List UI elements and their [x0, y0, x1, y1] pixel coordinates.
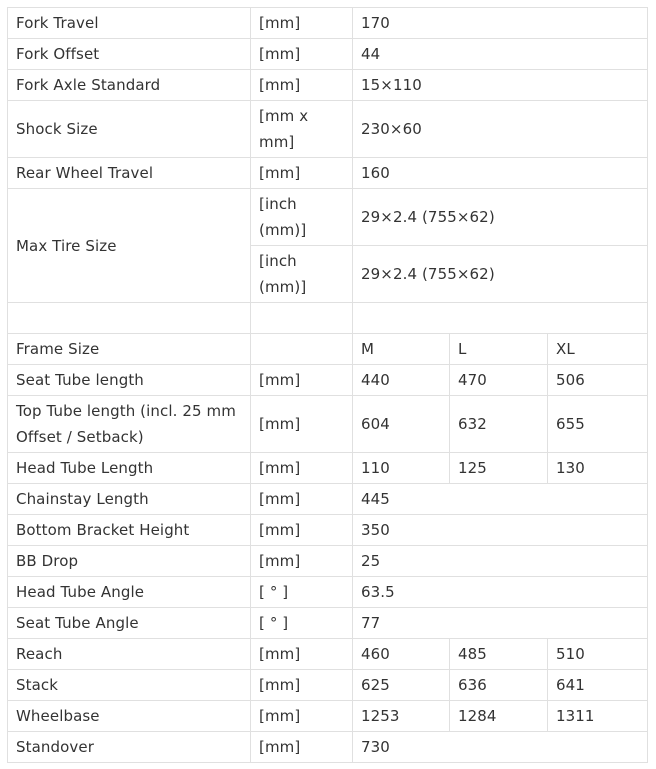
row-unit: [mm] [251, 732, 353, 763]
row-label: Seat Tube Angle [8, 608, 251, 639]
value-l: 632 [450, 396, 548, 453]
table-row [8, 8, 648, 39]
value-m: 604 [353, 396, 450, 453]
value-l: 470 [450, 365, 548, 396]
row-label: Wheelbase [8, 701, 251, 732]
frame-size-header-row [8, 334, 648, 365]
geometry-table [7, 7, 648, 763]
empty-cell [251, 303, 353, 334]
table-row [8, 546, 648, 577]
row-unit: [mm] [251, 515, 353, 546]
table-row [8, 453, 648, 484]
row-value: 230×60 [353, 101, 648, 158]
row-unit: [ ° ] [251, 608, 353, 639]
table-row [8, 484, 648, 515]
table-row [8, 515, 648, 546]
table-row [8, 189, 648, 246]
row-label: Fork Offset [8, 39, 251, 70]
table-row [8, 365, 648, 396]
row-label: Max Tire Size [8, 189, 251, 303]
row-label: Head Tube Angle [8, 577, 251, 608]
table-row [8, 70, 648, 101]
row-label: Fork Axle Standard [8, 70, 251, 101]
row-unit: [mm] [251, 8, 353, 39]
value-m: 110 [353, 453, 450, 484]
row-unit: [mm] [251, 546, 353, 577]
value-m: 460 [353, 639, 450, 670]
row-unit: [mm] [251, 670, 353, 701]
value-l: 1284 [450, 701, 548, 732]
row-label: Head Tube Length [8, 453, 251, 484]
table-row [8, 101, 648, 158]
row-unit: [mm] [251, 639, 353, 670]
row-value: 25 [353, 546, 648, 577]
table-row [8, 732, 648, 763]
value-l: 636 [450, 670, 548, 701]
row-value: 730 [353, 732, 648, 763]
row-value: 170 [353, 8, 648, 39]
row-value: 29×2.4 (755×62) [353, 246, 648, 303]
row-label: BB Drop [8, 546, 251, 577]
row-unit: [mm x mm] [251, 101, 353, 158]
row-unit [251, 334, 353, 365]
table-row [8, 608, 648, 639]
row-label: Chainstay Length [8, 484, 251, 515]
row-unit: [mm] [251, 365, 353, 396]
row-unit: [mm] [251, 484, 353, 515]
table-row [8, 158, 648, 189]
row-unit: [inch (mm)] [251, 246, 353, 303]
value-xl: 1311 [548, 701, 648, 732]
row-label: Stack [8, 670, 251, 701]
value-xl: 130 [548, 453, 648, 484]
size-l-header: L [450, 334, 548, 365]
row-value: 445 [353, 484, 648, 515]
table-row [8, 39, 648, 70]
row-unit: [mm] [251, 70, 353, 101]
row-unit: [ ° ] [251, 577, 353, 608]
table-row [8, 701, 648, 732]
row-label: Top Tube length (incl. 25 mm Offset / Setback) [8, 396, 251, 453]
value-xl: 510 [548, 639, 648, 670]
table-row [8, 670, 648, 701]
row-label: Shock Size [8, 101, 251, 158]
empty-cell [8, 303, 251, 334]
row-value: 15×110 [353, 70, 648, 101]
row-label: Fork Travel [8, 8, 251, 39]
row-unit: [mm] [251, 396, 353, 453]
value-m: 1253 [353, 701, 450, 732]
row-unit: [inch (mm)] [251, 189, 353, 246]
empty-cell [353, 303, 648, 334]
row-value: 77 [353, 608, 648, 639]
value-m: 625 [353, 670, 450, 701]
table-row [8, 639, 648, 670]
row-label: Frame Size [8, 334, 251, 365]
row-unit: [mm] [251, 453, 353, 484]
row-label: Seat Tube length [8, 365, 251, 396]
row-unit: [mm] [251, 701, 353, 732]
size-m-header: M [353, 334, 450, 365]
table-row [8, 577, 648, 608]
row-label: Bottom Bracket Height [8, 515, 251, 546]
row-label: Standover [8, 732, 251, 763]
row-value: 160 [353, 158, 648, 189]
row-unit: [mm] [251, 39, 353, 70]
value-xl: 655 [548, 396, 648, 453]
row-value: 350 [353, 515, 648, 546]
row-label: Rear Wheel Travel [8, 158, 251, 189]
spacer-row [8, 303, 648, 334]
row-label: Reach [8, 639, 251, 670]
value-m: 440 [353, 365, 450, 396]
value-l: 485 [450, 639, 548, 670]
size-xl-header: XL [548, 334, 648, 365]
value-l: 125 [450, 453, 548, 484]
value-xl: 641 [548, 670, 648, 701]
value-xl: 506 [548, 365, 648, 396]
row-value: 44 [353, 39, 648, 70]
table-row [8, 396, 648, 453]
row-unit: [mm] [251, 158, 353, 189]
row-value: 63.5 [353, 577, 648, 608]
row-value: 29×2.4 (755×62) [353, 189, 648, 246]
